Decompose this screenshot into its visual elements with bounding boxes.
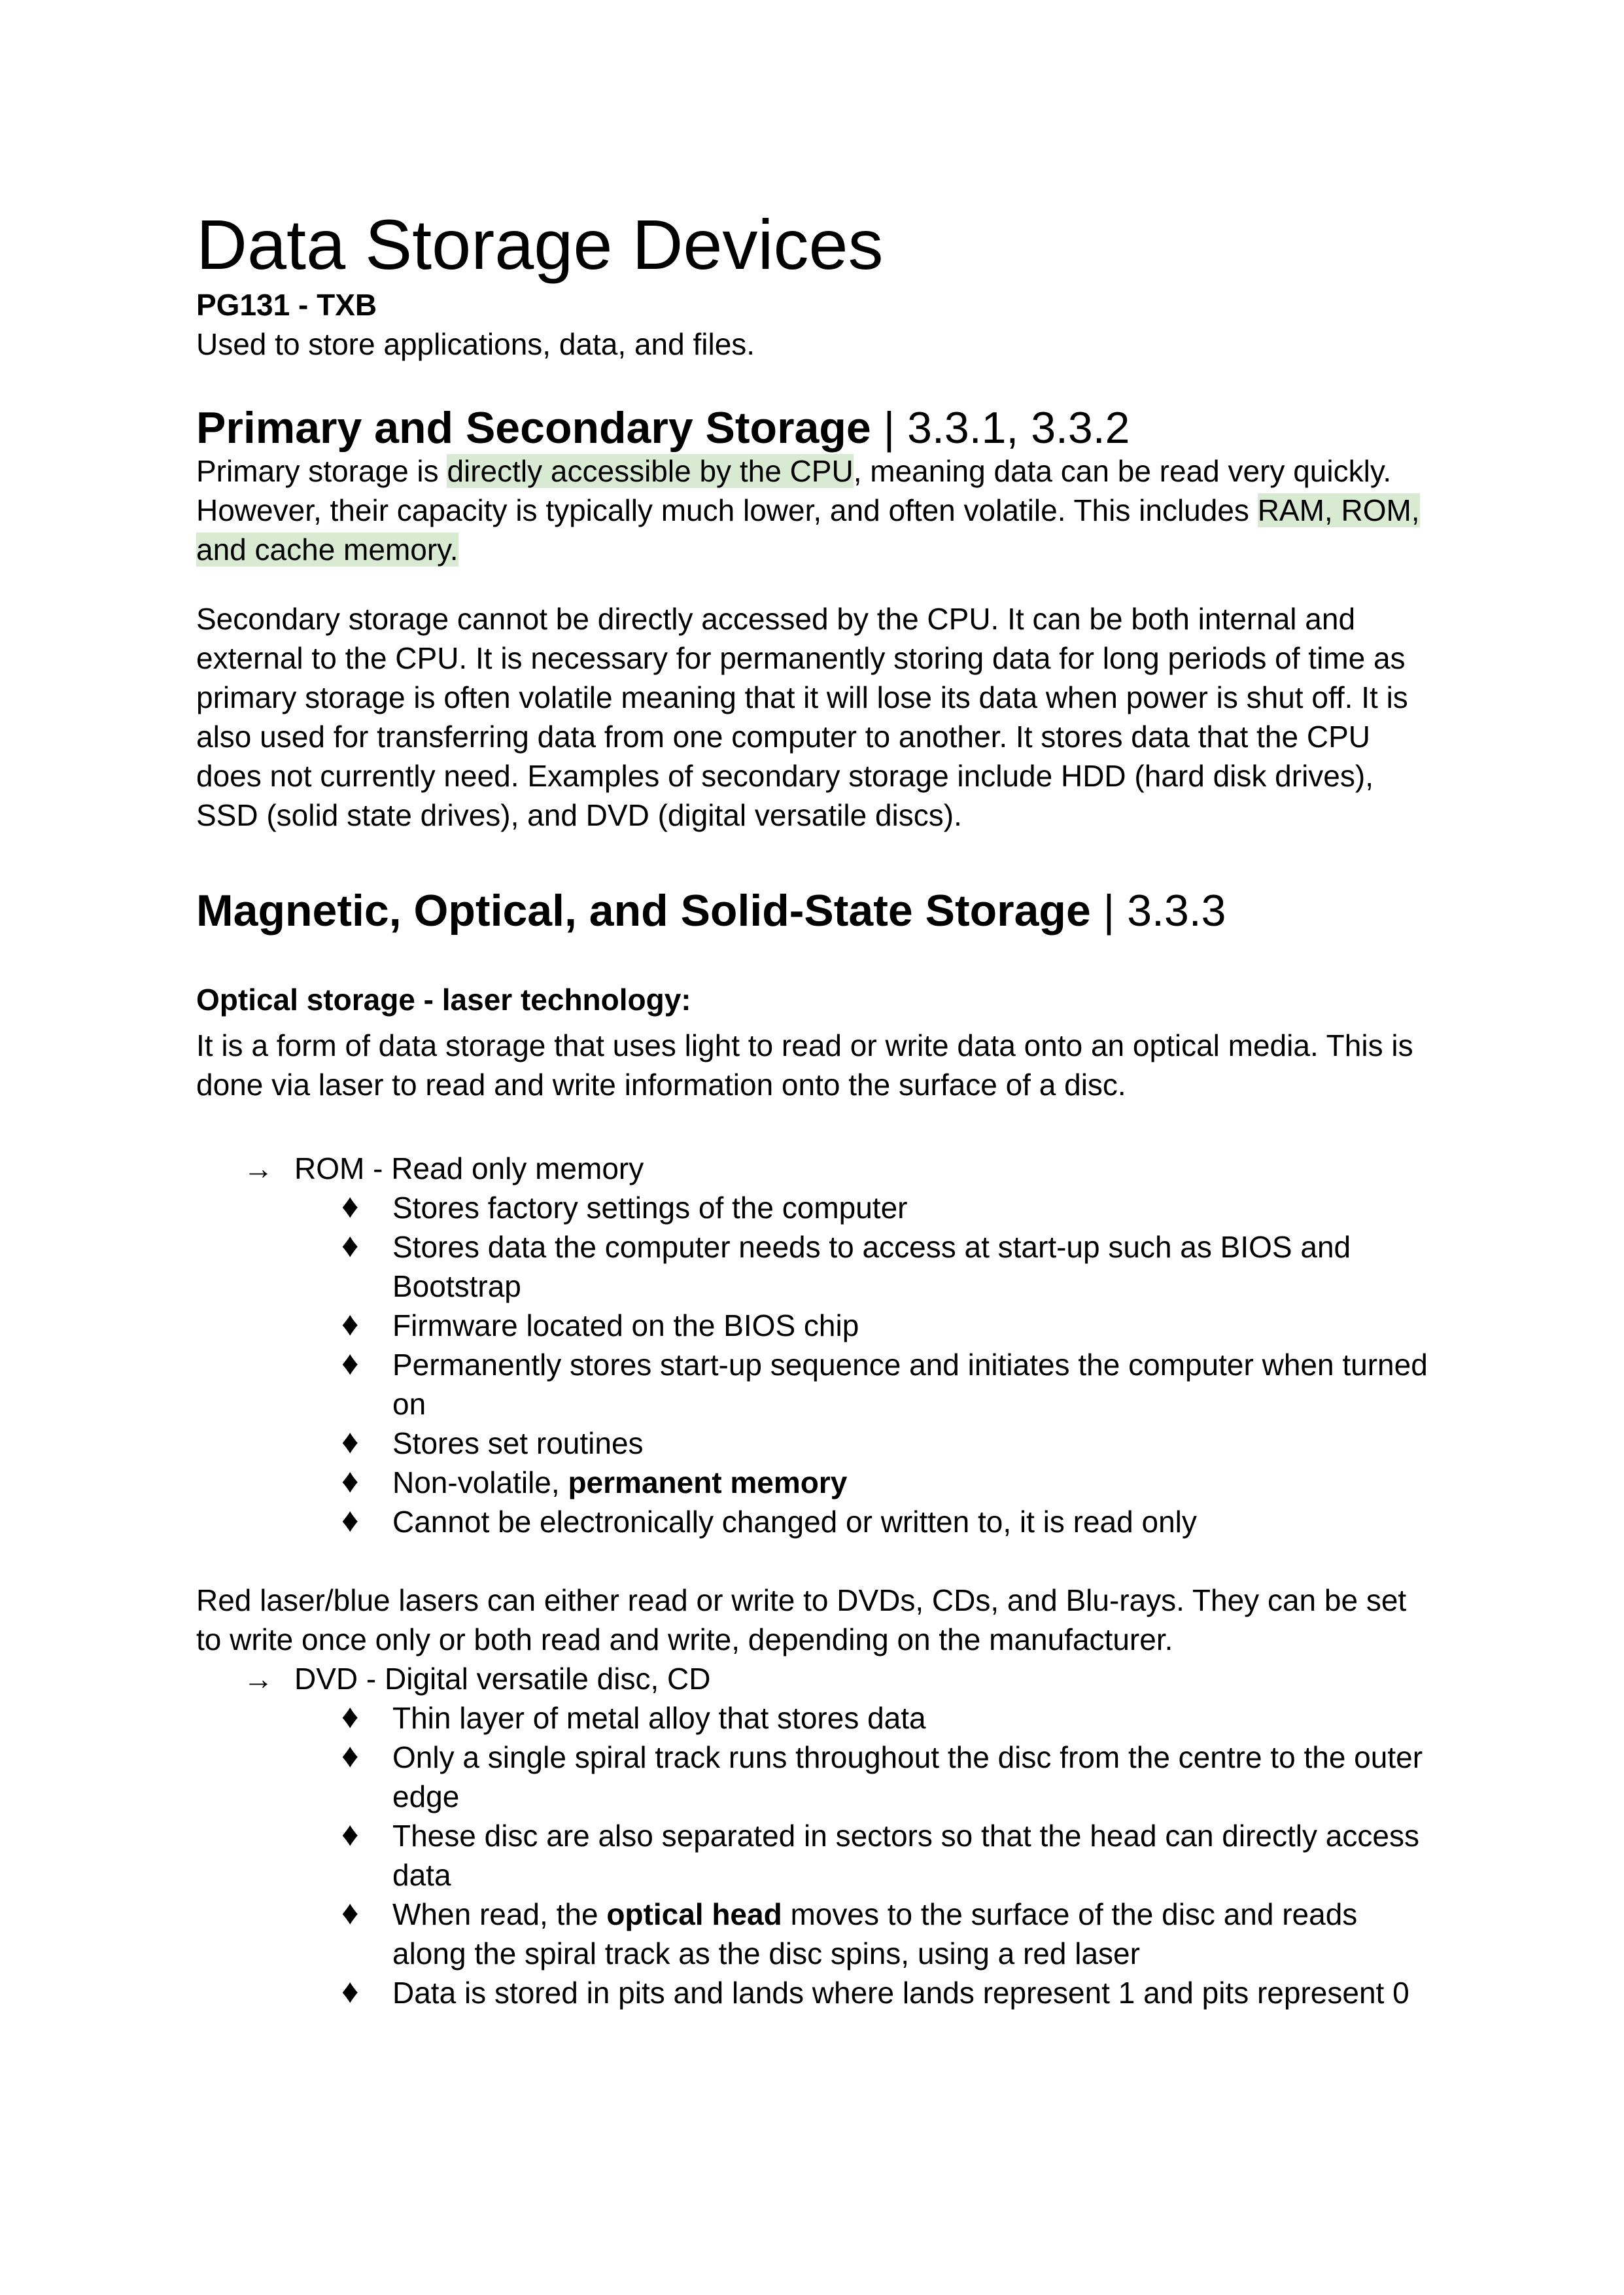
- highlighted-text: RAM, ROM, and cache memory.: [196, 493, 1420, 567]
- list-item-label: DVD - Digital versatile disc, CD: [294, 1662, 711, 1696]
- list-item-label: Cannot be electronically changed or written to, it is read only: [392, 1505, 1197, 1539]
- diamond-bullet-icon: ♦: [341, 1698, 359, 1736]
- text-segment: When read, the: [392, 1897, 607, 1931]
- intro-paragraph: Used to store applications, data, and files.: [196, 327, 755, 361]
- heading-section-ref: | 3.3.3: [1090, 886, 1226, 936]
- list-item: [196, 1424, 1428, 1463]
- heading-text: Primary and Secondary Storage: [196, 403, 871, 453]
- optical-storage-label: Optical storage - laser technology:: [196, 983, 691, 1017]
- rom-list: [196, 1149, 1428, 1541]
- list-item: [196, 1345, 1428, 1424]
- diamond-bullet-icon: ♦: [341, 1894, 359, 1932]
- arrow-bullet-icon: →: [243, 1151, 273, 1185]
- list-item: [196, 1895, 1428, 1973]
- diamond-bullet-icon: ♦: [341, 1815, 359, 1853]
- list-item-label: Stores factory settings of the computer: [392, 1191, 908, 1225]
- list-item: [196, 1306, 1428, 1345]
- list-item-label: Firmware located on the BIOS chip: [392, 1308, 859, 1342]
- list-item: [196, 1463, 1428, 1502]
- optical-storage-description: It is a form of data storage that uses light to read or write data onto an optical media. This is done via laser to read and write information onto the surface of a disc.: [196, 1028, 1413, 1102]
- list-item-label: Permanently stores start-up sequence and initiates the computer when turned on: [392, 1348, 1428, 1421]
- heading-section-ref: | 3.3.1, 3.3.2: [871, 403, 1130, 453]
- list-item: [196, 1227, 1428, 1306]
- arrow-bullet-icon: →: [243, 1662, 273, 1696]
- page-title: Data Storage Devices: [196, 205, 884, 284]
- diamond-bullet-icon: ♦: [341, 1305, 359, 1343]
- diamond-bullet-icon: ♦: [341, 1227, 359, 1265]
- text-segment: Primary storage is: [196, 454, 447, 488]
- list-item-label: Data is stored in pits and lands where lands represent 1 and pits represent 0: [392, 1976, 1409, 2010]
- dvd-list: [196, 1659, 1428, 2012]
- list-item: [196, 1698, 1428, 1738]
- highlighted-text: directly accessible by the CPU: [447, 454, 854, 488]
- list-item: [196, 1659, 1428, 1698]
- heading-magnetic-optical-solid-state: [196, 887, 1428, 934]
- diamond-bullet-icon: ♦: [341, 1972, 359, 2010]
- list-item-label: Stores data the computer needs to access at start-up such as BIOS and Bootstrap: [392, 1230, 1351, 1303]
- bold-text: optical head: [606, 1897, 782, 1931]
- list-item: [196, 1738, 1428, 1816]
- text-segment: moves to the surface of the disc and reads along the spiral track as the disc spins, using a red laser: [392, 1897, 1358, 1971]
- diamond-bullet-icon: ♦: [341, 1187, 359, 1225]
- laser-note-paragraph: Red laser/blue lasers can either read or write to DVDs, CDs, and Blu-rays. They can be set to write once only or both read and write, depending on the manufacturer.: [196, 1583, 1407, 1656]
- list-item-label: Only a single spiral track runs throughout the disc from the centre to the outer edge: [392, 1740, 1423, 1813]
- heading-text: Magnetic, Optical, and Solid-State Storage: [196, 886, 1091, 936]
- list-item-label: These disc are also separated in sectors so that the head can directly access data: [392, 1819, 1419, 1892]
- text-segment: Non-volatile,: [392, 1465, 568, 1499]
- list-item-label: [392, 1897, 1357, 1971]
- list-item: [196, 1816, 1428, 1895]
- list-item: [196, 1188, 1428, 1227]
- list-item: [196, 1502, 1428, 1541]
- bold-text: permanent memory: [568, 1465, 848, 1499]
- secondary-storage-paragraph: Secondary storage cannot be directly accessed by the CPU. It can be both internal and external to the CPU. It is necessary for permanently storing data for long periods of time as primary storage is often volatile meaning that it will lose its data when power is shut off. It is also used for transferring data from one computer to another. It stores data that the CPU does not currently need. Examples of secondary storage include HDD (hard disk drives), SSD (solid state drives), and DVD (digital versatile discs).: [196, 602, 1408, 832]
- list-item: [196, 1149, 1428, 1188]
- diamond-bullet-icon: ♦: [341, 1423, 359, 1461]
- diamond-bullet-icon: ♦: [341, 1501, 359, 1539]
- primary-storage-paragraph: [196, 451, 1428, 569]
- heading-primary-secondary-storage: [196, 404, 1428, 451]
- list-item-label: Thin layer of metal alloy that stores data: [392, 1701, 926, 1735]
- diamond-bullet-icon: ♦: [341, 1737, 359, 1775]
- list-item-label: Stores set routines: [392, 1426, 644, 1460]
- diamond-bullet-icon: ♦: [341, 1462, 359, 1500]
- text-segment: , meaning data can be read very quickly. However, their capacity is typically much lower, and often volatile. This includes: [196, 454, 1392, 527]
- list-item-label: [392, 1465, 847, 1499]
- diamond-bullet-icon: ♦: [341, 1344, 359, 1382]
- list-item: [196, 1973, 1428, 2012]
- document-subtitle: PG131 - TXB: [196, 288, 377, 322]
- list-item-label: ROM - Read only memory: [294, 1151, 644, 1185]
